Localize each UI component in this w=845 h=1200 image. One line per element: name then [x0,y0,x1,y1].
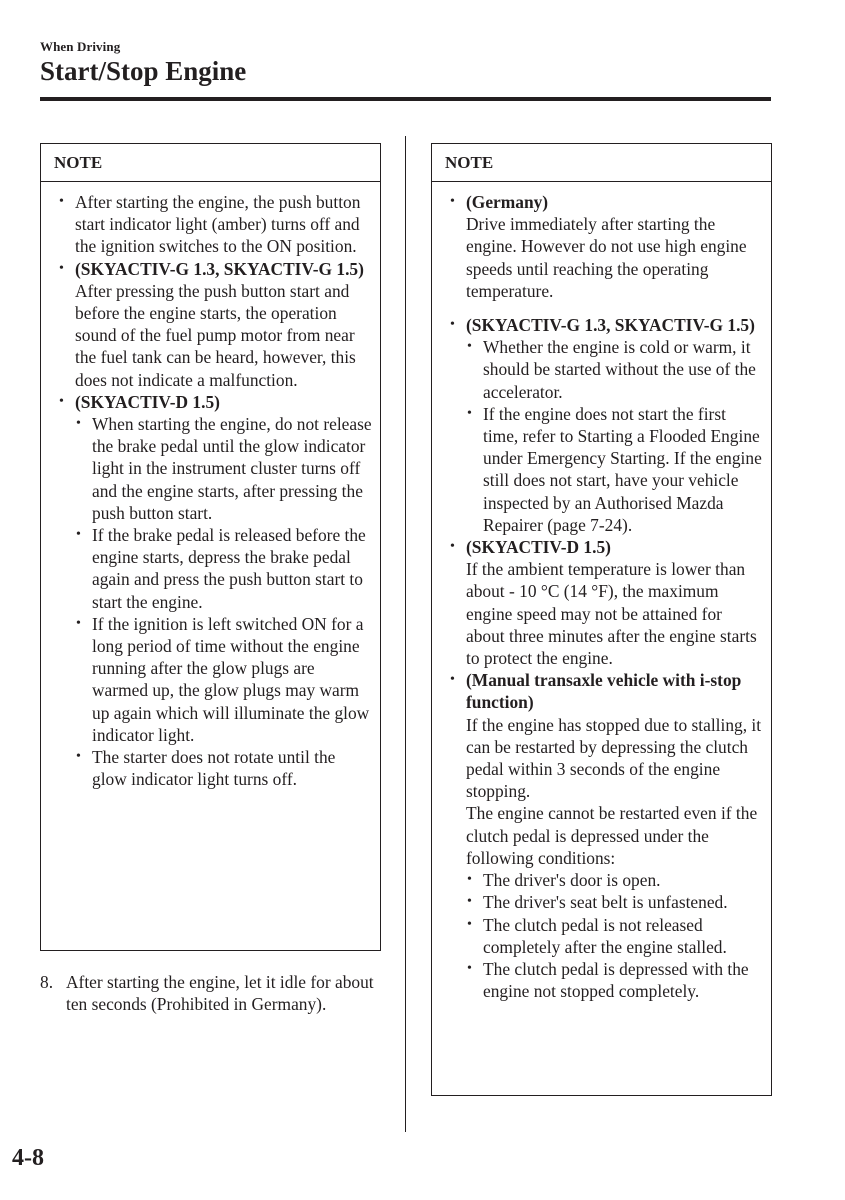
page-number: 4-8 [12,1145,44,1171]
bullet-icon: • [467,872,472,888]
note-item-heading: (SKYACTIV-G 1.3, SKYACTIV-G 1.5) [75,258,364,279]
note-item-text: The engine cannot be restarted even if the clutch pedal is depressed under the following conditions: [466,803,758,868]
note-item-heading: (SKYACTIV-D 1.5) [466,537,611,558]
list-item [41,191,372,258]
bullet-icon: • [467,339,472,355]
note-item-text: After starting the engine, the push button start indicator light (amber) turns off and the ignition switches to the ON position. [75,192,361,257]
sub-item-text: If the ignition is left switched ON for a long period of time without the engine running after the glow plugs are warmed up, the glow plugs may warm up again which will illuminate the glow indicator light. [92,613,370,745]
bullet-icon: • [467,894,472,910]
sub-item-text: Whether the engine is cold or warm, it should be started without the use of the accelerator. [483,337,756,402]
sub-list-item [41,413,372,524]
bullet-icon: • [76,416,81,432]
sub-list-item [41,524,372,613]
note-box-left [40,143,381,951]
list-item [41,391,372,413]
sub-list-item [41,746,372,790]
page-title: Start/Stop Engine [40,56,247,86]
note-item-heading: (Germany) [466,192,549,212]
note-heading: NOTE [41,144,380,182]
header-rule [40,97,771,101]
sub-list-item [432,336,763,403]
step-text: After starting the engine, let it idle for about ten seconds (Prohibited in Germany). [66,972,374,1015]
bullet-icon: • [59,194,64,209]
note-item-text: If the ambient temperature is lower than about - 10 °C (14 °F), the maximum engine speed may not be attained for about three minutes after the engine starts to protect the engine. [466,559,757,669]
list-item [432,191,763,302]
note-item-text: Drive immediately after starting the engine. However do not use high engine speeds until reaching the operating temperature. [466,214,747,301]
note-item-heading: (SKYACTIV-G 1.3, SKYACTIV-G 1.5) [466,315,755,336]
list-item [41,258,372,391]
bullet-icon: • [76,749,81,765]
step-number: 8. [40,972,54,992]
bullet-icon: • [450,194,455,209]
sub-item-text: The clutch pedal is depressed with the engine not stopped completely. [483,958,749,1002]
note-body [41,182,380,790]
sub-list-item [432,914,763,958]
sub-list-item [432,403,763,536]
sub-item-text: If the engine does not start the first time, refer to Starting a Flooded Engine under Emergency Starting. If the engine still does not start, have your vehicle inspected by an Authorised Mazda Repairer (page 7-24). [483,403,762,535]
sub-list-item [432,891,763,913]
note-item-heading: (SKYACTIV-D 1.5) [75,391,220,412]
sub-item-text: The starter does not rotate until the glow indicator light turns off. [92,747,336,790]
note-body [432,182,771,1002]
sub-item-text: The driver's door is open. [483,870,661,891]
bullet-icon: • [76,527,81,543]
bullet-icon: • [450,539,455,555]
column-divider [405,136,406,1132]
bullet-icon: • [59,260,64,276]
list-item [432,669,763,869]
bullet-icon: • [59,393,64,409]
bullet-icon: • [450,672,455,688]
bullet-icon: • [76,615,81,631]
bullet-icon: • [450,317,455,333]
section-label: When Driving [40,39,121,54]
note-heading: NOTE [432,144,771,182]
sub-item-text: If the brake pedal is released before the engine starts, depress the brake pedal again and press the push button start to start the engine. [92,525,366,612]
step-8 [40,971,380,1015]
note-item-text: After pressing the push button start and before the engine starts, the operation sound of the fuel pump motor from near the fuel tank can be heard, however, this does not indicate a malfunction. [75,280,356,390]
bullet-icon: • [467,960,472,976]
sub-item-text: The driver's seat belt is unfastened. [483,892,728,913]
bullet-icon: • [467,405,472,421]
sub-item-text: The clutch pedal is not released completely after the engine stalled. [483,914,727,957]
note-item-text: If the engine has stopped due to stalling, it can be restarted by depressing the clutch pedal within 3 seconds of the engine stopping. [466,714,762,802]
sub-item-text: When starting the engine, do not release the brake pedal until the glow indicator light in the instrument cluster turns off and the engine starts, after pressing the push button start. [92,414,372,523]
sub-list-item [432,869,763,891]
sub-list-item [41,613,372,746]
list-item [432,314,763,336]
sub-list-item [432,958,763,1002]
note-item-heading: (Manual transaxle vehicle with i-stop function) [466,670,742,713]
note-box-right [431,143,772,1096]
bullet-icon: • [467,916,472,932]
list-item [432,536,763,669]
